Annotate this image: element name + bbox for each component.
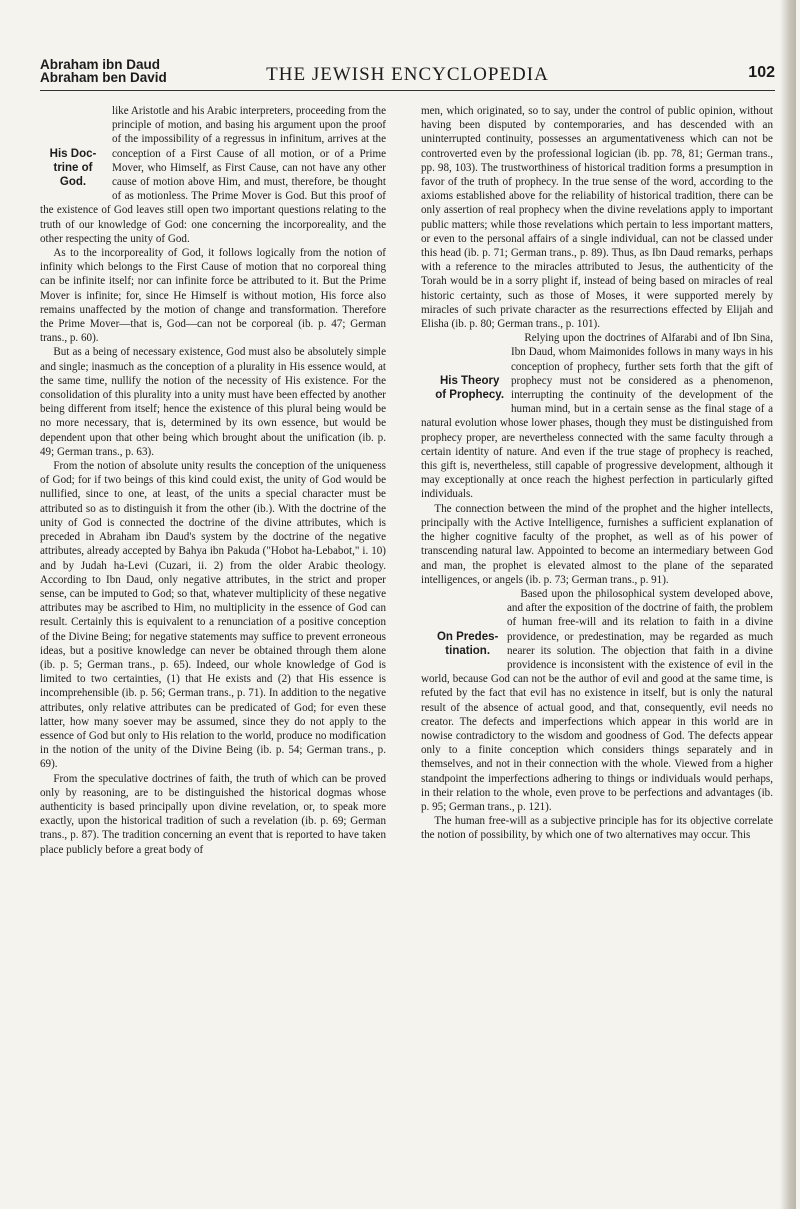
paragraph: On Predes- tination. Based upon the philosophical system developed above, and after the exposition of the doctrine of faith, the problem of human free-will and its relation to faith in a divine providence, or predestination, may be regarded as much nearer its solution. The objection that faith in a divine providence is inconsistent with the existence of evil in the world, because God can not be the author of evil and good at the same time, is refuted by the fact that evil has no existence in itself, but is only the natural result of the absence of actual good, and that, consequently, evil needs no creator. The defects and imperfections which appear in this world are in nowise contradictory to the wisdom and goodness of God. The defects appear only to a finite conception which considers things separately and in themselves, and not in their connection with the whole. Viewed from a higher standpoint the imperfections adhering to things or individuals would perhaps, in their relation to the whole, even prove to be perfections and advantages (ib. p. 95; German trans., p. 121). xyxy=(421,587,773,813)
paragraph: From the speculative doctrines of faith, the truth of which can be proved only by reasoning, are to be distinguished the historical dogmas whose authenticity is based principally upon divine revelation, or, to speak more exactly, upon the historical tradition of such a revelation (ib. p. 69; German trans., p. 87). The tradition concerning an event that is reported to have taken place publicly before a great body of xyxy=(40,772,386,856)
side-heading-theory-of-prophecy: His Theory of Prophecy. xyxy=(435,375,505,402)
page-number: 102 xyxy=(748,64,775,81)
paragraph: As to the incorporeality of God, it follows logically from the notion of infinity which belongs to the First Cause of motion that no corporeal thing can be infinite itself; nor can infinite force be attributed to it. But the Prime Mover is infinite; for, since He Himself is without motion, His force also remains unaffected by the motion of change and transformation. Therefore the Prime Mover—that is, God—can not be corporeal (ib. p. 47; German trans., p. 60). xyxy=(40,247,386,345)
page-header xyxy=(40,58,775,91)
paragraph: men, which originated, so to say, under the control of public opinion, without having been disputed by contemporaries, and has descended with an uninterrupted continuity, possesses an argumentativeness which can not be controverted even by the professional logician (ib. pp. 78, 81; German trans., pp. 98, 103). The trustworthiness of historical tradition forms a presumption in favor of the truth of prophecy. In the true sense of the word, according to the axioms established above for the reliability of historical tradition, there can be only assertion of real prophecy when the divine revelations apply to important public matters; while those revelations which pertain to less important matters, or even to the personal affairs of a single individual, can not be classed under this head (ib. p. 71; German trans., p. 89). Thus, as Ibn Daud remarks, perhaps with a reference to the miracles attributed to Jesus, the authenticity of the Torah would be in a sorry plight if, instead of being based on miracles of real historic certainty, such as those of Moses, it were supported merely by miracles of such private character as the resurrections effected by Elijah and Elisha (ib. p. 80; German trans., p. 101). xyxy=(421,105,773,331)
side-heading-doctrine-of-god: His Doc- trine of God. xyxy=(49,148,97,189)
side-heading-predestination: On Predes- tination. xyxy=(436,630,499,658)
paragraph: The human free-will as a subjective principle has for its objective correlate the notion of possibility, by which one of two alternatives may occur. This xyxy=(421,815,773,842)
left-column xyxy=(40,104,386,1184)
paragraph: But as a being of necessary existence, God must also be absolutely simple and single; inasmuch as the conception of a plurality in His essence would, at the same time, nullify the notion of the necessity of His existence. For the consolidation of this plurality into a unity must have been effected by another being different from itself; hence the existence of this plural being would be no more necessary, that is, determined by its own essence, but would be dependent upon that other being which brought about the unification (ib. p. 49; German trans., p. 63). xyxy=(40,346,386,458)
paragraph: The connection between the mind of the prophet and the higher intellects, principally with the Active Intelligence, furnishes a sufficient explanation of the higher cognitive faculty of the prophet, as well as of his power of transcending natural law. Appointed to become an intermediary between God and man, the prophet is elevated almost to the plane of the separated intelligences, or angels (ib. p. 73; German trans., p. 91). xyxy=(421,502,773,586)
running-head-line-2: Abraham ben David xyxy=(40,70,167,85)
running-head-line-1: Abraham ibn Daud xyxy=(40,57,161,72)
paragraph: From the notion of absolute unity results the conception of the uniqueness of God; for if two beings of this kind could exist, the unity of God would be nullified, since to one, at least, of the units a special character must be attributed so as to distinguish it from the other (ib.). With the doctrine of the unity of God is connected the doctrine of the divine attributes, which is preceded in Abraham ibn Daud's system by the doctrine of the negative attributes, already accepted by Bahya ibn Pakuda ("Hobot ha-Lebabot," i. 10) and by Judah ha-Levi (Cuzari, ii. 2) from the older Arabic theology. According to Ibn Daud, only negative attributes, in the strict and proper sense, can be imputed to God; so that, whatever multiplicity of these negative attributes may be ascribed to Him, no multiplicity in the essence of God can result. Certainly this is equivalent to a renunciation of a positive conception of the Divine Being; for negative statements may suffice to prevent erroneous ideas, but a positive knowledge can never be obtained through them alone (ib. p. 5; German trans., p. 65). Indeed, our whole knowledge of God is limited to two certainties, (1) that He exists and (2) that His essence is incomprehensible (ib. p. 56; German trans., p. 71). In addition to the negative attributes, only relative attributes can be predicated of God; for even these latter, how many soever may be assumed, since they do not apply to the essence of God but only to His relation to the world, produce no modification in the notion of the unity of the Divine Being (ib. p. 54; German trans., p. 69). xyxy=(40,460,386,771)
journal-title: THE JEWISH ENCYCLOPEDIA xyxy=(266,64,549,85)
paragraph: His Doc- trine of God. like Aristotle and his Arabic interpreters, proceeding from the principle of motion, and basing his argument upon the proof of the impossibility of a regressus in infinitum, arrives at the conception of a First Cause of all motion, or of a Prime Mover, who Himself, as First Cause, can not have any other cause of motion above Him, and must, therefore, be thought of as motionless. The Prime Mover is God. But this proof of the existence of God leaves still open two important questions relating to the truth of our knowledge of God: one concerning the incorporeality, and the other respecting the unity of God. xyxy=(40,105,386,245)
page-edge-shadow xyxy=(780,0,796,1209)
right-column xyxy=(421,104,773,1184)
paragraph: His Theory of Prophecy. Relying upon the doctrines of Alfarabi and of Ibn Sina, Ibn Daud, whom Maimonides follows in many ways in his conception of prophecy, further sets forth that the gift of prophecy must not be considered as a phenomenon, interrupting the continuity of the development of the human mind, but in a certain sense as the final stage of a natural evolution whose lower phases, though they must be distinguished from prophecy proper, are nevertheless connected with the same faculty through a certain identity of nature. And even if the true stage of prophecy is reached, this gift is, nevertheless, still capable of progressive development, although it may exceptionally at once reach the highest perfection in particularly gifted individuals. xyxy=(421,332,773,501)
